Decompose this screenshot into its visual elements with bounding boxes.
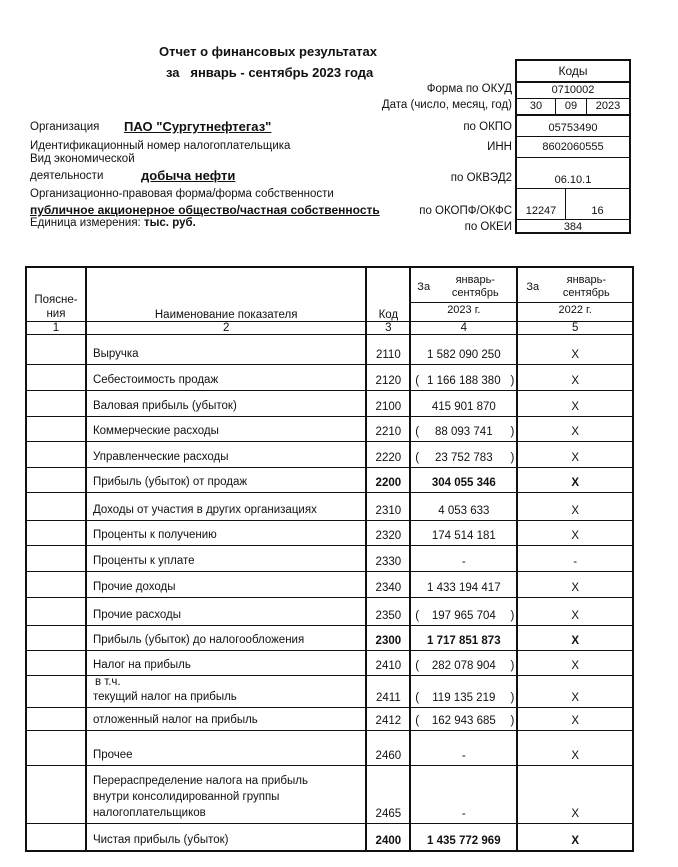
table-row [26,650,633,675]
col-current-header [410,267,517,321]
row-name-cell [86,765,366,823]
okei-value: 384 [563,221,583,233]
row-name-cell [86,492,366,520]
col-number: 2 [86,321,366,334]
row-name: Прочие доходы [92,580,176,593]
row-code: 2400 [366,823,410,851]
row-value-cell [410,520,517,545]
okopf-label: по ОКОПФ/ОКФС [419,205,512,217]
row-code: 2330 [366,545,410,571]
col-prev-za: За [526,280,540,293]
table-row [26,492,633,520]
row-name: Прибыль (убыток) до налогообложения [92,633,305,646]
row-name: Доходы от участия в других организациях [92,503,317,516]
row-name: Прочие расходы [92,608,182,621]
row-value: 1 435 772 969 [427,835,501,847]
row-notes [26,364,86,390]
col-prev-year: 2022 г. [558,303,592,316]
row-code: 2460 [366,730,410,765]
col-notes-label: Поясне-ния [34,293,78,320]
date-day: 30 [517,99,556,114]
row-value: 1 717 851 873 [427,634,501,647]
row-value: 88 093 741 [435,425,493,438]
row-name-line: внутри консолидированной группы [92,790,280,803]
col-number: 5 [517,321,633,334]
table-row [26,467,633,492]
paren-close: ) [510,609,515,622]
row-notes [26,625,86,650]
row-value-cell [410,765,517,823]
row-code: 2120 [366,364,410,390]
paren-close: ) [510,659,515,672]
row-notes [26,675,86,707]
row-value: 4 053 633 [438,504,490,517]
row-value: 197 965 704 [431,609,496,622]
form-value: публичное акционерное общество/частная собственность [30,203,380,217]
codes-title: Коды [517,61,629,83]
row-name: отложенный налог на прибыль [92,713,258,726]
row-name-cell [86,467,366,492]
row-code: 2350 [366,597,410,625]
col-number: 1 [26,321,86,334]
row-prev-value: X [517,730,633,765]
table-row [26,364,633,390]
row-value: 162 943 685 [431,714,496,727]
row-name-prefix: в т.ч. [94,675,121,688]
row-value: 304 055 346 [431,476,496,489]
row-value-cell [410,441,517,467]
paren-close: ) [510,425,515,438]
inn-value: 8602060555 [517,137,629,158]
row-value-cell [410,571,517,597]
report-period: за январь - сентябрь 2023 года [166,65,374,80]
row-name-cell [86,364,366,390]
row-name-cell [86,416,366,441]
row-value-cell [410,675,517,707]
row-name: Прибыль (убыток) от продаж [92,475,248,488]
row-prev-value: X [517,390,633,416]
row-value-cell [410,390,517,416]
row-notes [26,571,86,597]
table-row [26,571,633,597]
okved-label: по ОКВЭД2 [450,172,512,184]
row-value-cell [410,707,517,730]
row-prev-value: X [517,625,633,650]
row-notes [26,467,86,492]
paren-open: ( [415,425,420,438]
row-code: 2310 [366,492,410,520]
row-prev-value: X [517,441,633,467]
date-month: 09 [556,99,587,114]
row-value-cell [410,650,517,675]
row-prev-value: X [517,675,633,707]
okfs-value: 16 [591,205,604,217]
row-name-line: Перераспределение налога на прибыль [92,774,308,787]
row-name-cell [86,545,366,571]
row-name-cell [86,441,366,467]
row-notes [26,334,86,364]
row-value: - [461,749,466,762]
row-name: Выручка [92,347,139,360]
row-code: 2110 [366,334,410,364]
paren-close: ) [510,714,515,727]
activity-value: добыча нефти [141,168,236,183]
row-code: 2220 [366,441,410,467]
row-name-cell [86,650,366,675]
form-label: Организационно-правовая форма/форма собственности [30,188,334,200]
row-name: текущий налог на прибыль [92,690,237,703]
row-prev-value: X [517,571,633,597]
row-value: 1 433 194 417 [427,581,501,594]
table-row [26,823,633,851]
okpo-label: по ОКПО [463,121,512,133]
unit-value: тыс. руб. [143,217,196,229]
row-notes [26,650,86,675]
row-value-cell [410,823,517,851]
row-name-cell [86,334,366,364]
row-code: 2465 [366,765,410,823]
row-name-cell [86,625,366,650]
paren-open: ( [415,451,420,464]
codes-box [515,59,631,234]
row-code: 2100 [366,390,410,416]
row-value-cell [410,545,517,571]
paren-close: ) [510,451,515,464]
okpo-value: 05753490 [517,116,629,137]
paren-open: ( [415,374,420,387]
row-name-cell [86,571,366,597]
col-notes-header [26,267,86,321]
row-value: - [461,807,466,820]
table-row [26,520,633,545]
row-name-cell [86,597,366,625]
row-notes [26,545,86,571]
okved-value: 06.10.1 [517,158,629,189]
activity-label-1: Вид экономической [30,153,135,165]
inn-code-label: ИНН [487,141,512,153]
date-row [517,99,629,116]
col-prev-header [517,267,633,321]
row-notes [26,730,86,765]
row-value-cell [410,416,517,441]
date-label: Дата (число, месяц, год) [381,99,512,111]
date-year: 2023 [595,100,621,112]
row-name-cell [86,675,366,707]
paren-open: ( [415,691,420,704]
okei-label: по ОКЕИ [464,221,512,233]
report-title: Отчет о финансовых результатах [159,44,377,59]
row-prev-value: X [517,823,633,851]
okud-label: Форма по ОКУД [426,83,512,95]
col-name-header: Наименование показателя [86,267,366,321]
row-code: 2340 [366,571,410,597]
row-value: 415 901 870 [431,400,496,413]
col-prev-period: январь-сентябрь [562,273,610,299]
row-notes [26,597,86,625]
row-notes [26,390,86,416]
paren-close: ) [510,374,515,387]
row-name: Прочее [92,748,133,761]
row-prev-value: X [517,416,633,441]
table-row [26,707,633,730]
row-notes [26,520,86,545]
table-row [26,765,633,823]
row-notes [26,416,86,441]
row-value-cell [410,334,517,364]
row-value: - [461,555,466,568]
okopf-value: 12247 [517,189,566,219]
row-name: Себестоимость продаж [92,373,219,386]
org-label: Организация [30,121,100,133]
table-row [26,390,633,416]
unit-line [30,217,196,229]
unit-label: Единица измерения: [30,217,141,229]
row-prev-value: X [517,364,633,390]
row-name: Управленческие расходы [92,450,229,463]
col-current-year: 2023 г. [447,303,481,316]
table-row [26,730,633,765]
row-code: 2411 [366,675,410,707]
paren-open: ( [415,609,420,622]
row-value: 1 166 188 380 [427,374,501,387]
row-notes [26,492,86,520]
row-value: 282 078 904 [431,659,496,672]
row-value-cell [410,730,517,765]
row-code: 2300 [366,625,410,650]
row-prev-value: X [517,765,633,823]
row-name: Чистая прибыль (убыток) [92,834,229,846]
row-code: 2320 [366,520,410,545]
row-name-cell [86,520,366,545]
row-code: 2200 [366,467,410,492]
table-header-row [26,267,633,321]
row-code: 2412 [366,707,410,730]
table-row [26,416,633,441]
row-name: налогоплательщиков [92,806,206,819]
row-prev-value: X [517,650,633,675]
row-prev-value: - [517,545,633,571]
row-value: 1 582 090 250 [427,348,501,361]
row-value-cell [410,597,517,625]
table-row [26,441,633,467]
row-prev-value: X [517,520,633,545]
col-code-header: Код [366,267,410,321]
table-row [26,597,633,625]
row-code: 2210 [366,416,410,441]
col-number: 3 [366,321,410,334]
row-name: Валовая прибыль (убыток) [92,399,237,412]
row-notes [26,707,86,730]
row-prev-value: X [517,492,633,520]
table-body [26,334,633,851]
row-name-cell [86,823,366,851]
inn-label: Идентификационный номер налогоплательщика [30,140,291,152]
activity-label-2: деятельности [30,170,104,182]
row-value-cell [410,625,517,650]
row-code: 2410 [366,650,410,675]
row-name: Налог на прибыль [92,658,191,671]
table-row [26,334,633,364]
col-current-period: январь-сентябрь [451,273,499,299]
table-row [26,675,633,707]
row-value: 119 135 219 [432,691,496,704]
paren-open: ( [415,714,420,727]
row-name-cell [86,730,366,765]
row-notes [26,765,86,823]
paren-open: ( [415,659,420,672]
row-prev-value: X [517,707,633,730]
okud-value: 0710002 [517,83,629,99]
row-value-cell [410,467,517,492]
row-notes [26,441,86,467]
paren-close: ) [510,691,515,704]
row-notes [26,823,86,851]
row-value-cell [410,492,517,520]
table-row [26,625,633,650]
row-name: Проценты к получению [92,528,217,541]
column-numbers-row [26,321,633,334]
row-value: 23 752 783 [435,451,493,464]
row-value: 174 514 181 [431,529,496,542]
row-name-cell [86,390,366,416]
row-name: Проценты к уплате [92,554,195,567]
col-current-za: За [417,280,431,293]
row-prev-value: X [517,467,633,492]
financial-results-table [25,266,634,852]
okopf-row [517,189,629,220]
table-row [26,545,633,571]
row-prev-value: X [517,597,633,625]
org-name: ПАО "Сургутнефтегаз" [124,119,272,134]
col-number: 4 [410,321,517,334]
row-name: Коммерческие расходы [92,424,219,437]
row-prev-value: X [517,334,633,364]
row-name-cell [86,707,366,730]
row-value-cell [410,364,517,390]
